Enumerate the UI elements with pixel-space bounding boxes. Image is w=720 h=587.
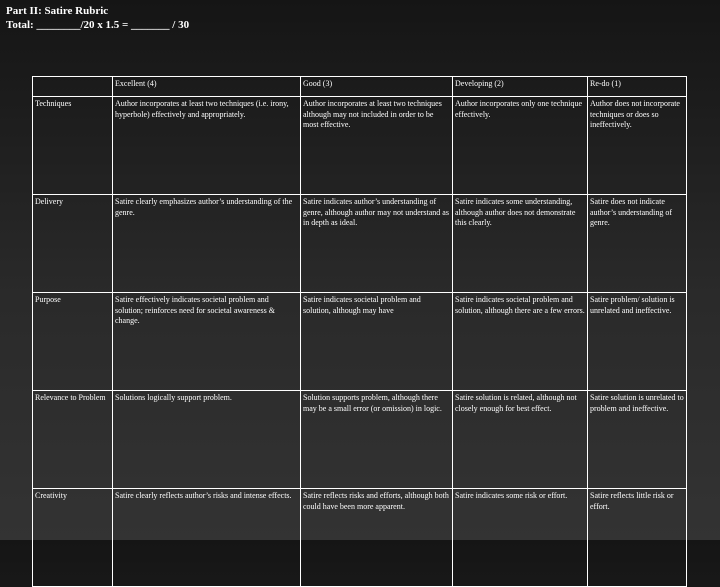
criterion-label: Delivery (33, 195, 113, 293)
table-cell: Satire indicates some understanding, although author does not demonstrate this clearly. (453, 195, 588, 293)
table-cell: Satire indicates societal problem and solution, although there are a few errors. (453, 293, 588, 391)
table-header-row (33, 77, 687, 97)
header-cell-excellent: Excellent (4) (113, 77, 301, 97)
table-row (33, 391, 687, 489)
rubric-table (32, 76, 687, 587)
page-title: Part II: Satire Rubric (6, 5, 109, 17)
table-cell: Satire solution is related, although not closely enough for best effect. (453, 391, 588, 489)
total-score-line: Total: ________/20 x 1.5 = _______ / 30 (6, 19, 190, 31)
table-cell: Satire reflects little risk or effort. (588, 489, 687, 587)
table-cell: Satire problem/ solution is unrelated and ineffective. (588, 293, 687, 391)
header-cell-redo: Re-do (1) (588, 77, 687, 97)
table-cell: Author does not incorporate techniques or does so ineffectively. (588, 97, 687, 195)
table-row (33, 195, 687, 293)
criterion-label: Relevance to Problem (33, 391, 113, 489)
table-cell: Satire clearly emphasizes author’s understanding of the genre. (113, 195, 301, 293)
table-row (33, 293, 687, 391)
header-cell-good: Good (3) (301, 77, 453, 97)
table-cell: Satire indicates some risk or effort. (453, 489, 588, 587)
table-cell: Satire indicates author’s understanding of genre, although author may not understand as in depth as ideal. (301, 195, 453, 293)
table-cell: Satire clearly reflects author’s risks and intense effects. (113, 489, 301, 587)
criterion-label: Creativity (33, 489, 113, 587)
table-cell: Author incorporates at least two techniques (i.e. irony, hyperbole) effectively and appropriately. (113, 97, 301, 195)
criterion-label: Purpose (33, 293, 113, 391)
table-cell: Satire does not indicate author’s understanding of genre. (588, 195, 687, 293)
page-header (6, 4, 189, 32)
table-cell: Solutions logically support problem. (113, 391, 301, 489)
header-cell-empty (33, 77, 113, 97)
table-cell: Solution supports problem, although there may be a small error (or omission) in logic. (301, 391, 453, 489)
header-cell-developing: Developing (2) (453, 77, 588, 97)
table-row (33, 97, 687, 195)
table-cell: Author incorporates only one technique effectively. (453, 97, 588, 195)
criterion-label: Techniques (33, 97, 113, 195)
table-row (33, 489, 687, 587)
table-cell: Author incorporates at least two techniques although may not included in order to be most effective. (301, 97, 453, 195)
table-cell: Satire indicates societal problem and solution, although may have (301, 293, 453, 391)
table-cell: Satire reflects risks and efforts, although both could have been more apparent. (301, 489, 453, 587)
table-cell: Satire effectively indicates societal problem and solution; reinforces need for societal awareness & change. (113, 293, 301, 391)
table-cell: Satire solution is unrelated to problem and ineffective. (588, 391, 687, 489)
